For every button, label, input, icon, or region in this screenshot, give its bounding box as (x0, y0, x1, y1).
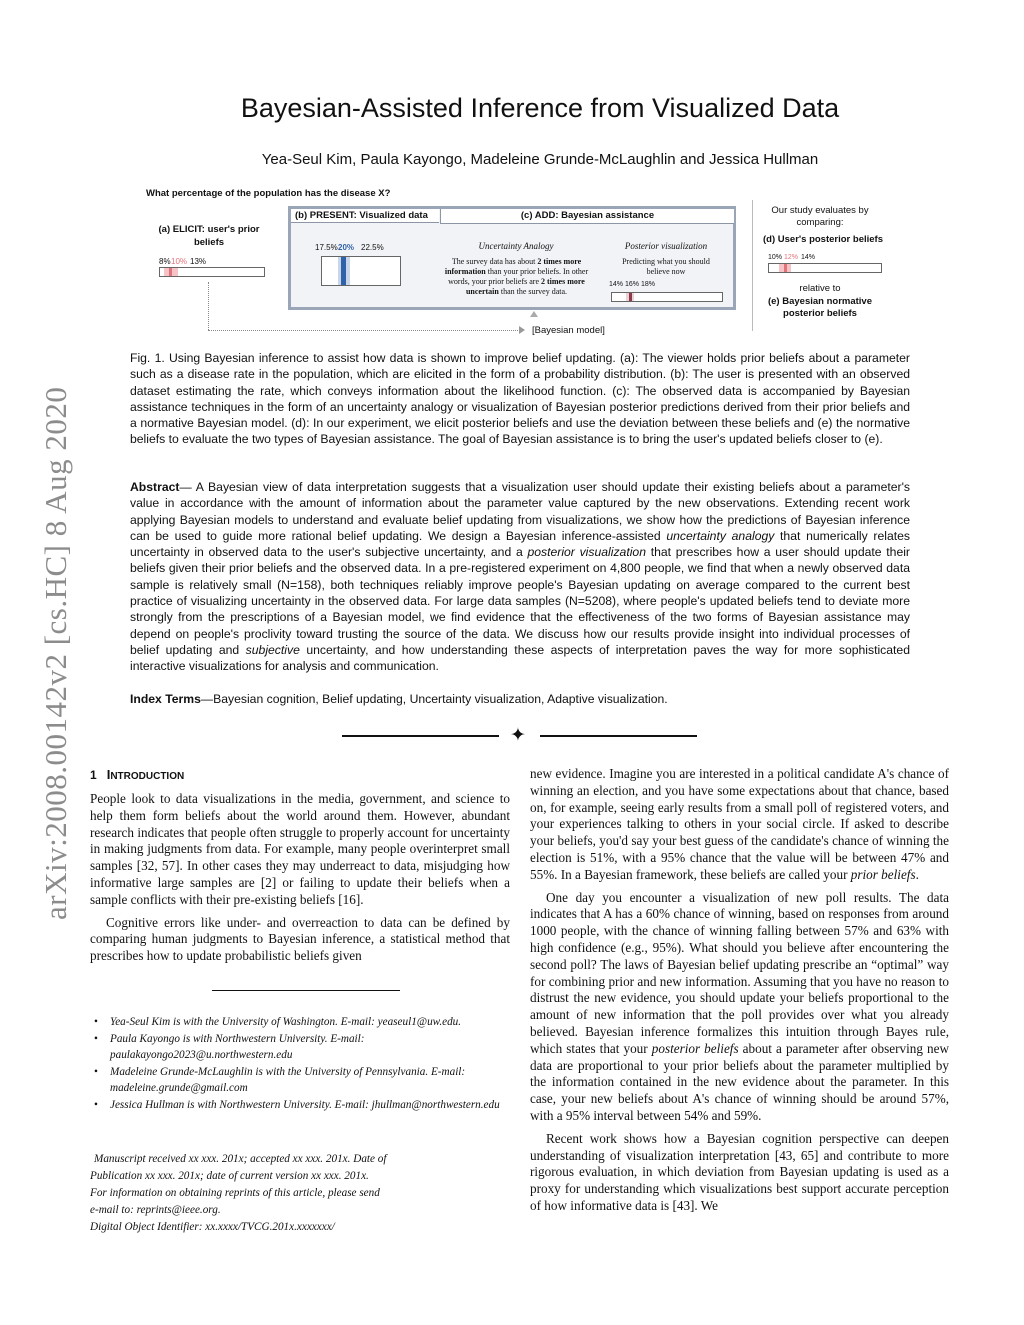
elicit-tick-low: 8% (159, 257, 171, 266)
intro-paragraph-1: People look to data visualizations in the media, government, and science to help them form beliefs about the world around them. However, abundant research indicates that people often struggle to properly account for uncertainty in making judgments from data. For example, many people overinterpret small samples [32, 57]. In other cases they may underreact to data, misjudging how informative large samples are [2] or failing to update their beliefs when a sample conflicts with their pre-existing beliefs [16]. (90, 791, 510, 907)
author-list: Yea-Seul Kim, Paula Kayongo, Madeleine Grunde-McLaughlin and Jessica Hullman (261, 151, 819, 168)
relative-to-label: relative to (799, 283, 841, 294)
user-posterior-tick-low: 10% (768, 254, 783, 261)
posterior-tick-high: 18% (641, 281, 656, 288)
present-mode-mark (341, 257, 346, 285)
bayesian-model-label: [Bayesian model] (532, 325, 605, 336)
elicit-belief-bar[interactable] (159, 267, 265, 277)
user-posterior-mode-mark (784, 264, 787, 272)
elicit-tick-high: 13% (190, 257, 207, 266)
footnote-rule (212, 990, 400, 991)
connector-arrow-icon (519, 326, 525, 334)
elicit-mode-mark (169, 268, 172, 276)
figure-question: What percentage of the population has the disease X? (146, 188, 391, 199)
connector-horizontal (208, 330, 520, 331)
present-label: (b) PRESENT: Visualized data (291, 209, 439, 223)
footnote-item: • Jessica Hullman is with Northwestern University. E-mail: jhullman@northwestern.edu (110, 1097, 510, 1114)
present-data-chart (321, 256, 401, 286)
divider-rule-left (342, 735, 499, 737)
divider-rule-right (540, 735, 697, 737)
present-tick-mode: 20% (338, 243, 355, 252)
user-posterior-tick-high: 14% (801, 254, 816, 261)
present-tick-high: 22.5% (361, 243, 384, 252)
left-column (90, 791, 510, 971)
analogy-title: Uncertainty Analogy (478, 241, 554, 251)
intro-paragraph-3: new evidence. Imagine you are interested in a political candidate A's chance of winning an election, and you have some expectations about that chance, based on, for example, seeing early results from a small poll of registered voters, and your experiences talking to others in your social circle. If asked to describe your beliefs, you'd say your best guess of the candidate's chance of winning the election is 51%, with a 95% chance that the value will be between 47% and 55%. In a Bayesian framework, these beliefs are called your prior beliefs. (530, 766, 949, 882)
add-label: (c) ADD: Bayesian assistance (440, 209, 734, 224)
user-posterior-tick-mode: 12% (784, 254, 799, 261)
abstract: Abstract— A Bayesian view of data interpretation suggests that a visualization user should update their existing beliefs about a parameter's value in accordance with the amount of information about the parameter value captured by the new observations. Extending recent work applying Bayesian models to understand and evaluate belief updating from visualizations, we show how the predictions of Bayesian inference can be used to guide more rational belief updating. We design a Bayesian inference-assisted uncertainty analogy that numerically relates uncertainty in observed data to the user's subjective uncertainty, and a posterior visualization that prescribes how a user should update their beliefs given their prior beliefs and the observed data. In a pre-registered experiment on 4,800 people, we find that when a newly observed data sample is relatively small (N=158), both techniques reliably improve people's Bayesian updating on average compared to the current best practice of visualizing uncertainty in the observed data. For large data samples (N=5208), where people's updated beliefs tend to deviate more strongly from the prescriptions of a Bayesian model, we find evidence that the effectiveness of the two forms of Bayesian assistance may depend on people's proclivity toward trusting the source of the data. We discuss how our results provide insight into individual processes of belief updating and subjective uncertainty, and how understanding these aspects of interpretation paves the way for more sophisticated interactive visualizations for analysis and communication. (130, 480, 911, 674)
analogy-text: The survey data has about 2 times more information than your prior beliefs. In other words, your prior beliefs are 2 times more uncertain than the survey data. (444, 257, 589, 296)
figure-separator (752, 200, 753, 331)
present-tick-low: 17.5% (315, 243, 338, 252)
footnote-item: • Paula Kayongo is with Northwestern University. E-mail: paulakayongo2023@u.northwestern.edu (110, 1031, 510, 1064)
footnote-item: • Madeleine Grunde-McLaughlin is with the University of Pennsylvania. E-mail: madeleine.grunde@gmail.com (110, 1064, 510, 1097)
section-divider (342, 724, 698, 747)
manuscript-info: Manuscript received xx xxx. 201x; accepted xx xxx. 201x. Date of Publication xx xxx. 201x; date of current version xx xxx. 201x. For information on obtaining reprints of this article, please send e-mail to: reprints@ieee.org. Digital Object Identifier: xx.xxxx/TVCG.201x.xxxxxxx/ (90, 1153, 387, 1233)
present-and-add-panel (288, 206, 736, 310)
user-posterior-label: (d) User's posterior beliefs (763, 234, 883, 245)
posterior-viz-title: Posterior visualization (624, 241, 708, 251)
author-footnotes (90, 1014, 510, 1113)
posterior-tick-mode: 16% (625, 281, 640, 288)
normative-label: (e) Bayesian normative posterior beliefs (767, 296, 872, 319)
intro-paragraph-4: One day you encounter a visualization of new poll results. The data indicates that A has a 60% chance of winning, based on responses from around 1000 people, with the chance of winning falling between 57% and 63% with high confidence (e.g., 95%). What should you believe after encountering the second poll? The laws of Bayesian belief updating prescribe an “optimal” way for combining prior and new information. Assuming that you have no reason to distrust the new evidence, you should update your beliefs proportional to the amount of new information that the poll provides over what you already believed. Bayesian inference formalizes this intuition through Bayes rule, which states that your posterior beliefs about a parameter after observing new data are proportional to your prior beliefs about the parameter multiplied by the information contained in the new evidence about the parameter. In this case, your new beliefs about A's chance of winning should be around 57%, with a 95% interval between 54% and 59%. (530, 889, 949, 1123)
right-column (530, 766, 949, 1221)
posterior-mode-mark (629, 293, 632, 301)
arxiv-identifier: arXiv:2008.00142v2 [cs.HC] 8 Aug 2020 (38, 386, 73, 920)
posterior-viz-text: Predicting what you should believe now (622, 257, 710, 276)
elicit-label: (a) ELICIT: user's prior beliefs (158, 224, 260, 248)
compare-intro: Our study evaluates by comparing: (771, 205, 869, 228)
paper-title: Bayesian-Assisted Inference from Visualized Data (240, 93, 840, 123)
connector-vertical (208, 282, 209, 330)
posterior-viz-bar (611, 292, 723, 302)
elicit-tick-mode: 10% (171, 257, 188, 266)
footnote-item: • Yea-Seul Kim is with the University of Washington. E-mail: yeaseul1@uw.edu. (110, 1014, 510, 1031)
intro-paragraph-2: Cognitive errors like under- and overreaction to data can be defined by comparing human judgments to Bayesian inference, a statistical method that prescribes how to update probabilistic beliefs given (90, 914, 510, 964)
index-terms: Index Terms—Bayesian cognition, Belief updating, Uncertainty visualization, Adaptive visualization. (130, 692, 668, 706)
posterior-tick-low: 14% (609, 281, 624, 288)
divider-star-icon: ✦ (510, 724, 526, 746)
figure-caption: Fig. 1. Using Bayesian inference to assist how data is shown to improve belief updating. (a): The viewer holds prior beliefs about a parameter such as a disease rate in the population, which are elicited in the form of a probability distribution. (b): The user is presented with an observed dataset estimating the rate, which conveys information about the likelihood function. (c): The observed data is accompanied by Bayesian assistance techniques in the form of an uncertainty analogy or visualization of Bayesian posterior predictions derived from their prior beliefs and a normative Bayesian model. (d): In our experiment, we elicit posterior beliefs and use the deviation between these beliefs and (e) the normative beliefs to evaluate the two types of Bayesian assistance. The goal of Bayesian assistance is to bring the user's updated beliefs closer to (e). (130, 351, 910, 447)
intro-paragraph-5: Recent work shows how a Bayesian cognition perspective can deepen understanding of visualization interpretation [43, 65] and contribute to more rigorous evaluation, in which deviation from Bayesian updating is used as a proxy for understanding which visualizations best support accurate perception of how informative data is [43]. We (530, 1130, 949, 1213)
section-heading: 1 INTRODUCTION (90, 767, 185, 782)
user-posterior-bar[interactable] (768, 263, 882, 273)
abstract-label: Abstract (130, 480, 180, 494)
up-arrow-icon (530, 311, 538, 317)
